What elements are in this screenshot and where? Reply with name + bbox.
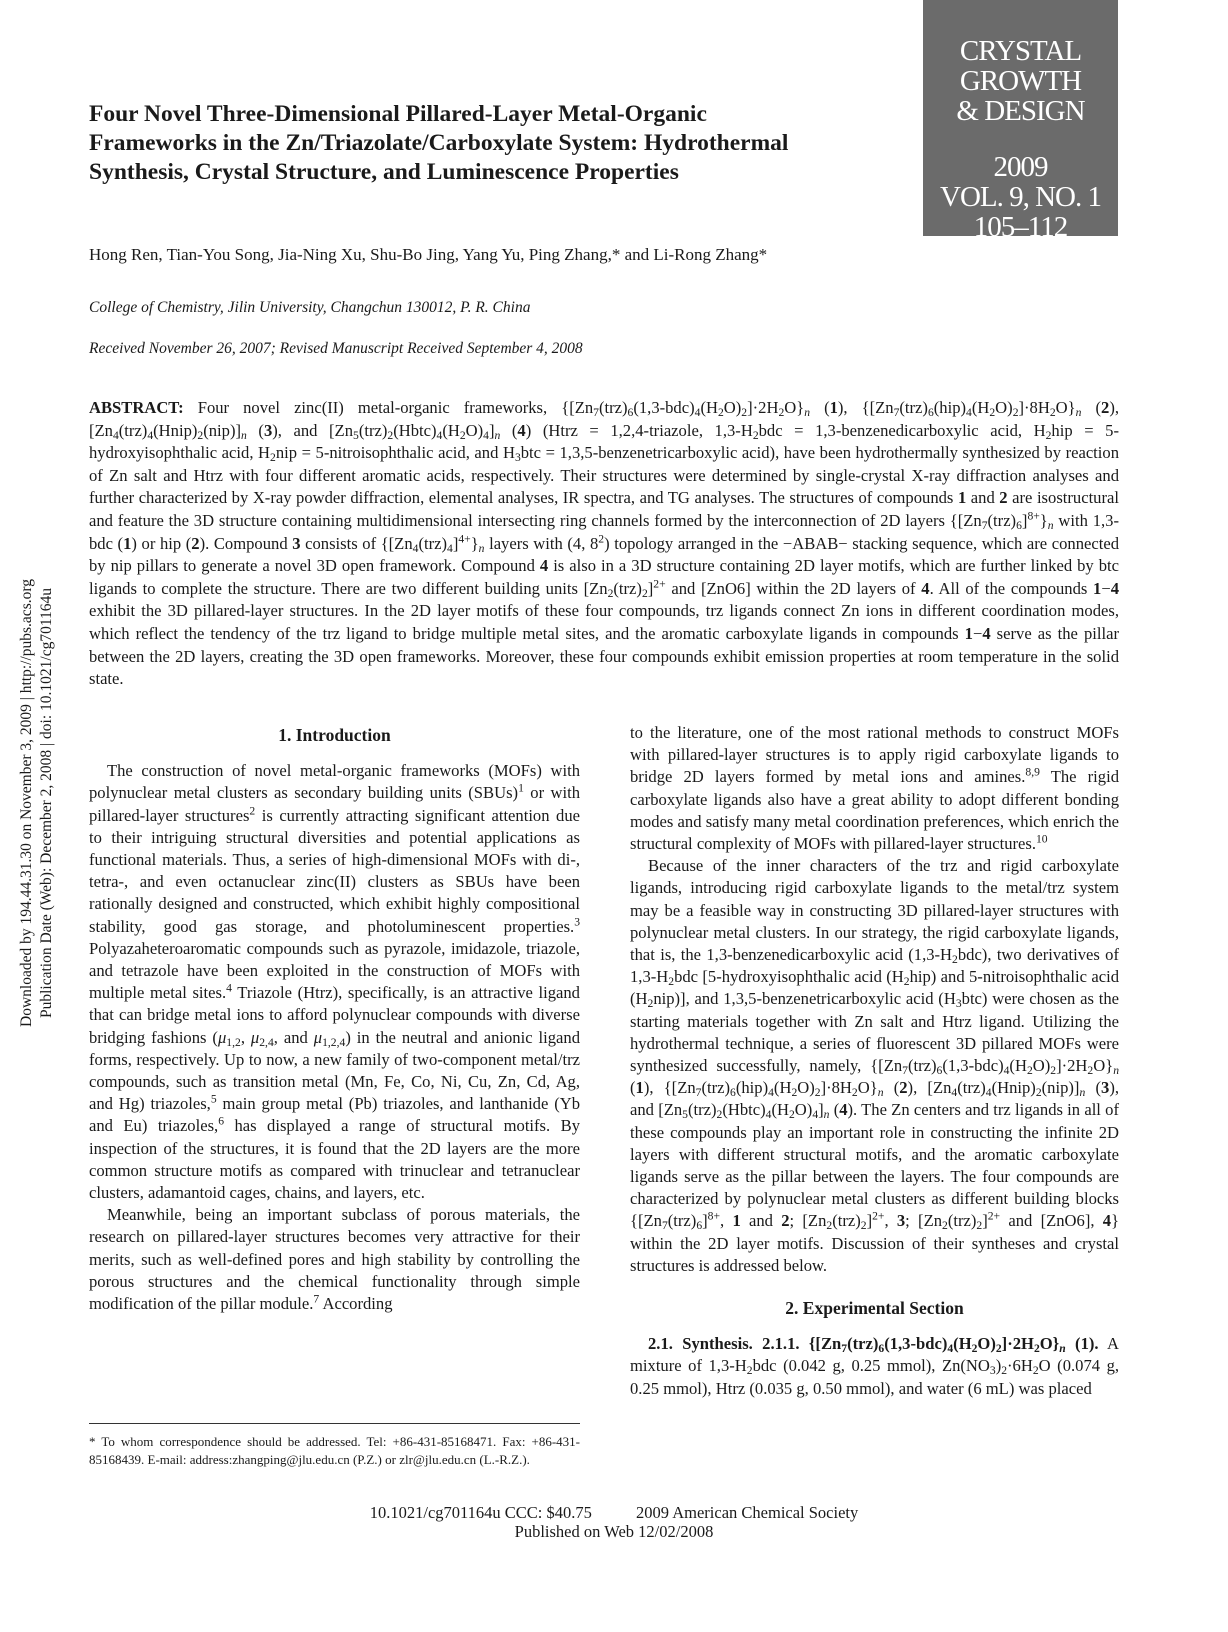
footer-doi: 10.1021/cg701164u CCC: $40.75 — [369, 1503, 592, 1522]
received-dates: Received November 26, 2007; Revised Manuscript Received September 4, 2008 — [89, 340, 583, 357]
abstract-label: ABSTRACT: — [89, 398, 184, 417]
affiliation: College of Chemistry, Jilin University, Changchun 130012, P. R. China — [89, 299, 531, 316]
download-note: Downloaded by 194.44.31.30 on November 3, 2009 | http://pubs.acs.org — [18, 579, 35, 1027]
correspondence-footnote: * To whom correspondence should be addressed. Tel: +86-431-85168471. Fax: +86-431-85168439. E-mail: address:zhangping@jlu.edu.cn (P.Z.) or zlr@jlu.edu.cn (L.-R.Z.). — [89, 1434, 580, 1467]
journal-name-line2: GROWTH — [959, 65, 1082, 97]
paragraph: 2.1. Synthesis. 2.1.1. $\{[Zn_7(trz)_6(1,3-bdc)_4(H_2O)_2]\cdot 2H_2O\}_n$ (1). A mixture of $1,3-H_2bdc$ (0.042 g, 0.25 mmol), $Zn(NO_3)_2\cdot 6H_2O$ (0.074 g, 0.25 mmol), Htrz (0.035 g, 0.50 mmol), and water (6 mL) was placed — [630, 1334, 1120, 1398]
journal-name-line3: & DESIGN — [956, 95, 1085, 127]
paragraph: Because of the inner characters of the trz and rigid carboxylate ligands, introducing rigid carboxylate ligands to the metal/trz system may be a feasible way in constructing 3D pillared-layer structures with polynuclear metal clusters. In our strategy, the rigid carboxylate ligands, that is, the 1,3-benzenedicarboxylic acid $(1,3-H_2bdc)$, two derivatives of $1,3-H_2bdc$ [5-hydroxyisophthalic acid $(H_2hip)$ and 5-nitroisophthalic acid $(H_2nip)$], and 1,3,5-benzenetricarboxylic acid $(H_3btc)$ were chosen as the starting materials together with Zn salt and Htrz ligand. Utilizing the hydrothermal technique, a series of fluorescent 3D pillared MOFs were synthesized successfully, namely, $\{[Zn_7(trz)_6(1,3-bdc)_4(H_2O)_2]\cdot 2H_2O\}_n$ (1), $\{[Zn_7(trz)_6(hip)_4(H_2O)_2]\cdot 8H_2O\}_n$ (2), $[Zn_4(trz)_4(Hnip)_2(nip)]_n$ (3), and $[Zn_5(trz)_2(Hbtc)_4(H_2O)_4]_n$ (4). The Zn centers and trz ligands in all of these compounds play an important role in constructing the infinite 2D layers with different structural motifs, and the aromatic carboxylate ligands serve as the pillar between the layers. The four compounds are characterized by polynuclear metal clusters as different building blocks {$[Zn_7(trz)_6]^{8+}$, 1 and 2; $[Zn_2(trz)_2]^{2+}$, 3; $[Zn_2(trz)_2]^{2+}$ and [ZnO6], 4} within the 2D layer motifs. Discussion of their syntheses and crystal structures is addressed below. — [630, 856, 1120, 1275]
right-column — [630, 722, 1119, 1400]
author-list: Hong Ren, Tian-You Song, Jia-Ning Xu, Shu-Bo Jing, Yang Yu, Ping Zhang,* and Li-Rong Zhang* — [89, 245, 768, 264]
section-heading-introduction: 1. Introduction — [278, 725, 391, 745]
journal-masthead — [923, 0, 1118, 243]
page-footer — [0, 1503, 1228, 1541]
journal-pages: 105–112 — [973, 211, 1068, 243]
section-heading-experimental: 2. Experimental Section — [785, 1298, 964, 1319]
footer-published: Published on Web 12/02/2008 — [514, 1522, 714, 1541]
left-column — [89, 722, 580, 1315]
publication-date-note: Publication Date (Web): December 2, 2008 | doi: 10.1021/cg701164u — [38, 587, 55, 1019]
abstract: ABSTRACT: Four novel zinc(II) metal-organic frameworks, $\{[Zn_7(trz)_6(1,3-bdc)_4(H_2O)_2]\cdot 2H_2O\}_n$ (1), $\{[Zn_7(trz)_6(hip)_4(H_2O)_2]\cdot 8H_2O\}_n$ (2), $[Zn_4(trz)_4(Hnip)_2(nip)]_n$ (3), and $[Zn_5(trz)_2(Hbtc)_4(H_2O)_4]_n$ (4) (Htrz = 1,2,4-triazole, $1,3-H_2bdc$ = 1,3-benzenedicarboxylic acid, $H_2hip$ = 5-hydroxyisophthalic acid, $H_2nip$ = 5-nitroisophthalic acid, and $H_3btc$ = 1,3,5-benzenetricarboxylic acid), have been hydrothermally synthesized by reaction of Zn salt and Htrz with four different aromatic acids, respectively. Their structures were determined by single-crystal X-ray diffraction analyses and further characterized by X-ray powder diffraction, elemental analyses, IR spectra, and TG analyses. The structures of compounds 1 and 2 are isostructural and feature the 3D structure containing multidimensional intersecting ring channels formed by the interconnection of 2D layers $\{[Zn_7(trz)_6]^{8+}\}_n$ with 1,3-bdc (1) or hip (2). Compound 3 consists of $\{[Zn_4(trz)_4]^{4+}\}_n$ layers with (4, $8^2$) topology arranged in the −ABAB− stacking sequence, which are connected by nip pillars to generate a novel 3D open framework. Compound 4 is also in a 3D structure containing 2D layer motifs, which are further linked by btc ligands to complete the structure. There are two different building units $[Zn_2(trz)_2]^{2+}$ and [ZnO6] within the 2D layers of 4. All of the compounds 1−4 exhibit the 3D pillared-layer structures. In the 2D layer motifs of these four compounds, trz ligands connect Zn ions in different coordination modes, which reflect the tendency of the trz ligand to bridge multiple metal sites, and the aromatic carboxylate ligands in compounds 1−4 serve as the pillar between the 2D layers, creating the 3D open frameworks. Moreover, these four compounds exhibit emission properties at room temperature in the solid state. — [89, 398, 1120, 689]
paragraph: The construction of novel metal-organic frameworks (MOFs) with polynuclear metal clusters as secondary building units (SBUs)$^1$ or with pillared-layer structures$^2$ is currently attracting significant attention due to their intriguing structural diversities and potential applications as functional materials. Thus, a series of high-dimensional MOFs with di-, tetra-, and even octanuclear zinc(II) clusters as SBUs have been rationally designed and constructed, which exhibit highly compositional stability, good gas storage, and photoluminescent properties.$^3$ Polyazaheteroaromatic compounds such as pyrazole, imidazole, triazole, and tetrazole have been exploited in the construction of MOFs with multiple metal sites.$^4$ Triazole (Htrz), specifically, is an attractive ligand that can bridge metal ions to afford polynuclear compounds with diverse bridging fashions ($\mu_{1,2}$, $\mu_{2,4}$, and $\mu_{1,2,4}$) in the neutral and anionic ligand forms, respectively. Up to now, a new family of two-component metal/trz compounds, such as transition metal (Mn, Fe, Co, Ni, Cu, Zn, Cd, Ag, and Hg) triazoles,$^5$ main group metal (Pb) triazoles, and lanthanide (Yb and Eu) triazoles,$^6$ has displayed a range of structural motifs. By inspection of the structures, it is found that the 2D layers are the more common structure motifs as compared with trinuclear and tetranuclear clusters, adamantoid cages, chains, and layers, etc. — [89, 761, 581, 1203]
journal-year: 2009 — [993, 151, 1048, 183]
article-title: Four Novel Three-Dimensional Pillared-Layer Metal-Organic Frameworks in the Zn/Triazolate/Carboxylate System: Hydrothermal Synthesis, Crystal Structure, and Luminescence Properties — [89, 101, 789, 185]
footer-copyright: 2009 American Chemical Society — [636, 1503, 859, 1522]
paragraph: Meanwhile, being an important subclass of porous materials, the research on pillared-layer structures becomes very attractive for their merits, such as well-defined pores and high stability by controlling the porous structures and the chemical functionality through simple modification of the pillar module.$^7$ According — [89, 1205, 580, 1314]
journal-name-line1: CRYSTAL — [959, 35, 1082, 67]
download-sidebar — [8, 568, 66, 1038]
journal-volume: VOL. 9, NO. 1 — [940, 181, 1101, 213]
paragraph: to the literature, one of the most rational methods to construct MOFs with pillared-layer structures is to apply rigid carboxylate ligands to bridge 2D layers formed by metal ions and amines.$^{8,9}$ The rigid carboxylate ligands also have a great ability to adopt different bonding modes and satisfy many metal coordination preferences, which enrich the structural complexity of MOFs with pillared-layer structures.$^{10}$ — [630, 723, 1120, 854]
footnote-rule — [89, 1423, 580, 1424]
